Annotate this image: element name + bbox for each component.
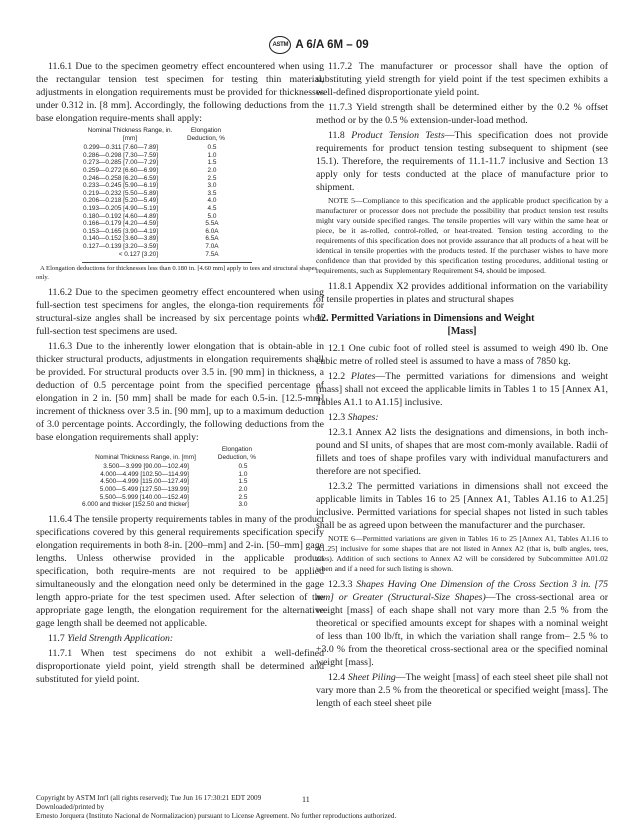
table1-row [82,235,234,243]
table1-deduction-cell: 2.5 [207,174,217,182]
table1-deduction-cell: 7.0A [205,242,219,250]
table1-deduction-cell: 5.0 [207,212,217,220]
table1-row [82,205,234,213]
table1-row [82,159,234,167]
table2-deduction-cell: 1.5 [238,478,248,486]
table1-footnote: A Elongation deductions for thicknesses less than 0.180 in. [4.60 mm] apply to tees and structural shapes only. [36,265,318,281]
section-number-12-3-3: 12.3.3 [328,579,353,590]
paragraph-12-1: 12.1 One cubic foot of rolled steel is assumed to weigh 490 lb. One cubic metre of rolled steel is assumed to have a mass of 7850 kg. [316,343,608,367]
paragraph-11-7-3: 11.7.3 Yield strength shall be determined either by the 0.2 % offset method or by the 0.5 % extension-under-load method. [316,102,608,126]
paragraph-12-3 [316,411,608,424]
note-6: NOTE 6—Permitted variations are given in Tables 16 to 25 [Annex A1, Tables A1.16 to A1.25] inclusive for some shapes that are not listed in Annex A2 (that is, bulb angles, tees, zees). Addition of such sections to Annex A2 will be considered by Subcommittee A01.02 when and if a need for such listing is shown. [316,534,608,573]
table1-rule [82,262,252,263]
table1-header-deduction: Elongation Deduction, % [186,127,225,142]
table1-thickness-cell: 0.286—0.298 [7.30—7.59] [83,151,158,159]
table2-row [82,478,265,486]
paragraph-11-7 [36,632,324,645]
table1-row [82,182,234,190]
table2-thickness-cell: 4.000—4.499 [102.50—114.99] [100,470,189,478]
table2-row [82,494,265,502]
section-number-12-2: 12.2 [328,371,346,382]
page-footer [36,794,596,821]
section-heading-12 [316,312,608,338]
footer-license: Ernesto Jorquera (Instituto Nacional de Normalizacion) pursuant to License Agreement. No further reproductions authorized. [36,812,397,820]
table2-row [82,471,265,479]
table1-deduction-cell: 0.5 [207,144,217,152]
table2-body [82,463,265,509]
section-title-12-3: Shapes: [347,412,379,423]
footer-downloaded: Downloaded/printed by [36,803,105,811]
section-body-11-8: —This specification does not provide requirements for product tension testing subsequent to shipment (see 15.1). Therefore, the requirements of 11.1-11.7 inclusive and Section 13 apply only for tests conducted at the place of manufacture prior to shipment. [316,130,609,193]
thick-elongation-table [82,446,265,509]
page-header [0,36,638,54]
note-5: NOTE 5—Compliance to this specification and the applicable product specification by a manufacturer or processor does not preclude the possibility that product tension test results might vary outside specified ranges. The tensile properties will vary within the same heat or piece, be it as-rolled, control-rolled, or heat-treated. Tension testing according to the requirements of this specification does not provide assurance that all products of a heat will be identical in tensile properties with the products tested. If the purchaser wishes to have more confidence than that provided by this specification testing procedures, additional testing or requirements, such as Supplementary Requirement S4, should be imposed. [316,196,608,275]
table1-row [82,243,234,251]
table1-thickness-cell: 0.299—0.311 [7.60—7.89] [83,144,158,152]
table1-deduction-cell: 7.5A [205,250,219,258]
left-column [36,60,324,688]
designation: A 6/A 6M – 09 [295,39,369,51]
table1-row [82,175,234,183]
table2-row [82,463,265,471]
table1-thickness-cell: 0.127—0.139 [3.20—3.59] [83,242,158,250]
table1-deduction-cell: 6.5A [205,235,219,243]
table1-row [82,167,234,175]
paragraph-11-8 [316,129,608,194]
paragraph-11-8-1: 11.8.1 Appendix X2 provides additional information on the variability of tensile properties in plates and structural shapes [316,281,608,305]
table1-deduction-cell: 1.5 [207,159,217,167]
table1-row [82,190,234,198]
table2-deduction-cell: 2.0 [238,486,248,494]
table1-row [82,251,234,259]
table1-thickness-cell: < 0.127 [3.20] [118,250,158,258]
section-number-11-8: 11.8 [328,130,345,141]
table1-thickness-cell: 0.166—0.179 [4.20—4.59] [83,220,158,228]
paragraph-12-3-3 [316,578,608,669]
table2-header-deduction: Elongation Deduction, % [217,446,256,461]
right-column [316,60,608,712]
section-title-12-4: Sheet Piling [347,672,396,683]
table1-row [82,197,234,205]
table1-thickness-cell: 0.193—0.205 [4.90—5.19] [83,204,158,212]
table2-deduction-cell: 2.5 [238,493,248,501]
table1-deduction-cell: 5.5A [205,220,219,228]
table2-thickness-cell: 5.000—5.499 [127.50—139.99] [99,486,189,494]
table2-thickness-cell: 4.500—4.999 [115.00—127.49] [100,478,189,486]
table2-deduction-cell: 3.0 [238,501,248,509]
table2-thickness-cell: 6.000 and thicker [152.50 and thicker] [82,501,189,509]
table1-thickness-cell: 0.153—0.165 [3.90—4.19] [83,227,158,235]
table1-thickness-cell: 0.233—0.245 [5.90—6.19] [83,182,158,190]
section-title-12-3-3: Shapes Having One Dimension of the Cross Section 3 in. [75 mm] or Greater (Structural-Size Shapes) [316,579,609,603]
section-title-11-8: Product Tension Tests [351,130,445,141]
table1-deduction-cell: 3.0 [207,182,217,190]
astm-logo-icon: ASTM [269,36,291,54]
table1-row [82,220,234,228]
section-number-12-4: 12.4 [328,672,346,683]
paragraph-11-6-3: 11.6.3 Due to the inherently lower elongation that is obtain-able in thicker structural products, adjustments in elongation requirements shall be provided. For structural products over 3.5 in. [90 mm] in thickness, a deduction of 0.5 percentage point from the specified percentage of elongation in 2 in. [50 mm] shall be made for each 0.5-in. [12.5-mm] increment of thickness over 3.5 in. [90 mm], up to a maximum deduction of 3.0 percentage points. Accordingly, the following deductions from the base elongation requirements shall apply: [36,341,324,444]
table1-deduction-cell: 4.0 [207,197,217,205]
table1-thickness-cell: 0.206—0.218 [5.20—5.49] [83,197,158,205]
paragraph-11-6-4: 11.6.4 The tensile property requirements tables in many of the product specifications covered by this general requirements specification specify elongation requirements in both 8-in. [200–mm] and 2-in. [50–mm] gage lengths. Unless otherwise provided in the applicable product specification, both require-ments are not required to be applied simultaneously and the elongation need only be determined in the gage length appro-priate for the test specimen used. After selection of the appropriate gage length, the elongation requirement for the alternative gage length shall be deemed not applicable. [36,513,324,629]
table2-row [82,486,265,494]
paragraph-12-2 [316,370,608,409]
thin-elongation-table [82,127,234,258]
table2-row [82,501,265,509]
section-title-11-7: Yield Strength Application: [67,632,174,644]
section-number-12-3: 12.3 [328,412,346,423]
section-body-12-4: —The weight [mass] of each steel sheet pile shall not vary more than 2.5 % from the theoretical or specified weight [mass]. The length of each steel sheet pile [316,672,608,709]
table2-deduction-cell: 1.0 [238,470,248,478]
table1-thickness-cell: 0.219—0.232 [5.50—5.89] [83,189,158,197]
paragraph-11-6-2: 11.6.2 Due to the specimen geometry effect encountered when using full-section test specimens for angles, the elonga-tion requirements for structural-size angles shall be increased by six percentage points when full-section test specimens are used. [36,287,324,338]
table2-thickness-cell: 5.500—5.999 [140.00—152.49] [99,493,189,501]
paragraph-12-4 [316,671,608,710]
table1-thickness-cell: 0.180—0.192 [4.60—4.89] [83,212,158,220]
section-heading-12-line1: 12. Permitted Variations in Dimensions and Weight [316,313,535,324]
table1-body [82,144,234,258]
section-number-11-7: 11.7 [48,632,65,644]
table1-row [82,152,234,160]
table1-deduction-cell: 3.5 [207,189,217,197]
table2-deduction-cell: 0.5 [238,463,248,471]
paragraph-11-7-1: 11.7.1 When test specimens do not exhibit a well-defined disproportionate yield point, yield strength shall be determined and substituted for yield point. [36,647,324,685]
paragraph-11-6-1: 11.6.1 Due to the specimen geometry effect encountered when using the rectangular tension test specimen for testing thin material, adjustments in elongation requirements must be provided for thicknesses under 0.312 in. [8 mm]. Accordingly, the following deductions from the base elongation require-ments shall apply: [36,61,324,124]
table1-thickness-cell: 0.273—0.285 [7.00—7.29] [83,159,158,167]
table1-deduction-cell: 6.0A [205,227,219,235]
table1-deduction-cell: 2.0 [207,166,217,174]
table1-row [82,144,234,152]
table2-header-thickness: Nominal Thickness Range, in. [mm] [95,453,196,461]
table1-row [82,213,234,221]
page-number: 11 [302,795,310,804]
footer-copyright: Copyright by ASTM Int'l (all rights reserved); Tue Jun 16 17:30:21 EDT 2009 [36,794,262,802]
section-title-12-2: Plates [350,371,376,382]
table1-header-thickness: Nominal Thickness Range, in. [mm] [87,127,173,142]
section-heading-12-line2: [Mass] [447,326,477,337]
table1-deduction-cell: 4.5 [207,204,217,212]
table1-thickness-cell: 0.246—0.258 [6.20—6.59] [83,174,158,182]
table1-row [82,228,234,236]
paragraph-11-7-2: 11.7.2 The manufacturer or processor shall have the option of substituting yield strength for yield point if the test specimen exhibits a well-defined disproportionate yield point. [316,61,608,98]
paragraph-12-3-1: 12.3.1 Annex A2 lists the designations and dimensions, in both inch-pound and SI units, of shapes that are most com-monly available. Radii of fillets and toes of shape profiles vary with individual manufacturers and therefore are not specified. [316,427,608,477]
section-body-12-2: —The permitted variations for dimensions and weight [mass] shall not exceed the applicable limits in Tables 1 to 15 [Annex A1, Tables A1.1 to A1.15] inclusive. [316,371,609,408]
table1-thickness-cell: 0.259—0.272 [6.60—6.99] [83,166,158,174]
paragraph-12-3-2: 12.3.2 The permitted variations in dimensions shall not exceed the applicable limits in Tables 16 to 25 [Annex A1, Tables A1.16 to A1.25] inclusive. Permitted variations for special shapes not listed in such tables shall be as agreed upon between the manufacturer and the purchaser. [316,481,608,531]
table1-deduction-cell: 1.0 [207,151,217,159]
table2-thickness-cell: 3.500—3.999 [90.00—102.49] [103,463,189,471]
section-body-12-3-3: —The cross-sectional area or weight [mass] of each shape shall not vary more than 2.5 % from the theoretical or specified amounts except for shapes with a nominal weight of less than 100 lb/ft, in which the variation shall range from– 2.5 % to +3.0 % from the theoretical cross-sectional area or the specified nominal weight [mass]. [316,592,609,668]
table1-thickness-cell: 0.140—0.152 [3.60—3.89] [83,235,158,243]
